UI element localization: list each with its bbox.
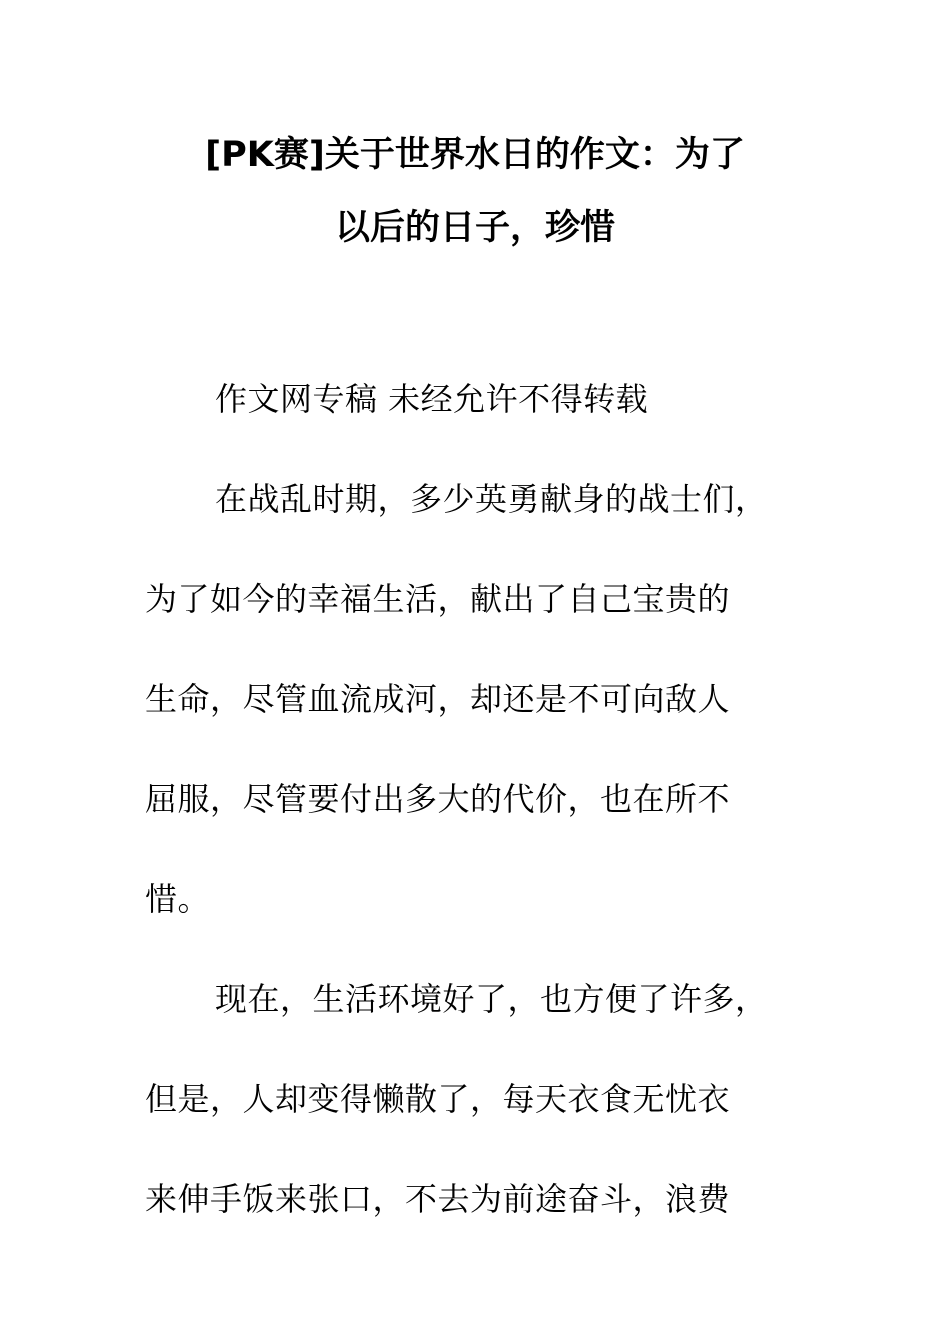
- paragraph-line: 屈服，尽管要付出多大的代价，也在所不: [145, 780, 731, 818]
- paragraph-line: 来伸手饭来张口，不去为前途奋斗，浪费: [145, 1180, 731, 1218]
- paragraph-line: 生命，尽管血流成河，却还是不可向敌人: [145, 680, 731, 718]
- paragraph-line: 现在，生活环境好了，也方便了许多，: [215, 980, 768, 1018]
- paragraph-line: 但是，人却变得懒散了，每天衣食无忧衣: [145, 1080, 731, 1118]
- document-title-line-2: 以后的日子，珍惜: [334, 208, 615, 248]
- document-title-line-1: [PK赛]关于世界水日的作文：为了: [205, 135, 745, 175]
- copyright-notice: 作文网专稿 未经允许不得转载: [215, 380, 649, 418]
- paragraph-line: 惜。: [145, 880, 211, 918]
- paragraph-line: 在战乱时期，多少英勇献身的战士们，: [215, 480, 768, 518]
- paragraph-line: 为了如今的幸福生活，献出了自己宝贵的: [145, 580, 731, 618]
